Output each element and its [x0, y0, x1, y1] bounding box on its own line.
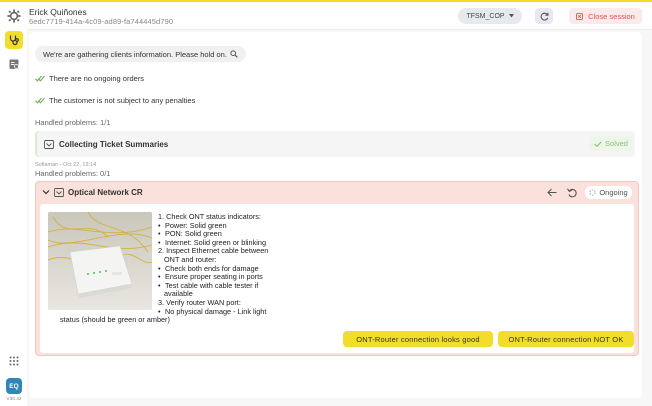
left-rail	[0, 2, 27, 406]
solved-badge	[589, 136, 633, 151]
close-session-label: Close session	[588, 11, 635, 21]
bullet-icon: •	[158, 280, 161, 290]
bullet-icon: •	[158, 306, 161, 316]
step-text: ONT and router:	[164, 254, 217, 264]
connection-good-button[interactable]: ONT-Router connection looks good	[343, 331, 493, 347]
connection-not-ok-button[interactable]: ONT-Router connection NOT OK	[498, 331, 634, 347]
handled-by-meta: Sofiaman - Oct 22, 13:14	[35, 162, 97, 168]
gear-logo-icon[interactable]	[7, 9, 21, 23]
ont-router-photo	[48, 212, 152, 310]
step-text: No physical damage - Link light	[165, 306, 267, 316]
optical-network-card	[35, 181, 639, 356]
router-photo-icon	[48, 212, 152, 310]
handled-problems-1: Handled problems: 1/1	[35, 118, 111, 127]
diagnosis-panel	[29, 32, 642, 398]
step-text: Test cable with cable tester if	[165, 280, 259, 290]
rail-diagnosis-button[interactable]	[5, 31, 23, 49]
check-icon	[594, 141, 602, 147]
ongoing-label: Ongoing	[599, 188, 628, 197]
inbox-icon	[44, 140, 54, 149]
step-text: 2. Inspect Ethernet cable between	[158, 246, 269, 256]
check-no-orders-text: There are no ongoing orders	[49, 74, 145, 83]
double-check-icon	[35, 97, 45, 104]
arrow-left-icon[interactable]	[546, 187, 558, 198]
avatar[interactable]: EQ	[6, 378, 22, 394]
caret-down-icon	[509, 14, 514, 18]
close-session-button[interactable]	[569, 8, 642, 24]
spinner-icon	[589, 189, 596, 196]
clipboard-icon	[8, 58, 20, 70]
collect-ticket-card[interactable]	[35, 131, 635, 157]
ongoing-badge	[585, 186, 632, 199]
step-text: Internet: Solid green or blinking	[165, 237, 267, 247]
bullet-icon: •	[158, 272, 161, 282]
refresh-icon	[540, 12, 549, 21]
step-line	[158, 308, 298, 317]
chevron-down-icon[interactable]	[42, 188, 50, 196]
main-area	[27, 30, 652, 406]
bullet-icon: •	[158, 237, 161, 247]
step-text: Power: Solid green	[165, 220, 227, 230]
inbox-icon	[54, 188, 64, 197]
step-text: PON: Solid green	[165, 229, 222, 239]
optical-card-title: Optical Network CR	[68, 188, 143, 197]
double-check-icon	[35, 75, 45, 82]
stethoscope-icon	[8, 34, 20, 46]
rail-records-button[interactable]	[5, 55, 23, 73]
close-box-icon	[576, 13, 583, 20]
queue-label: TFSM_COP	[466, 12, 505, 20]
session-id: 6edc7719-414a-4c09-ad89-fa744445d790	[29, 17, 174, 26]
check-no-penalties-text: The customer is not subject to any penalties	[49, 96, 196, 105]
bullet-icon: •	[158, 229, 161, 239]
solved-label: Solved	[605, 139, 628, 148]
queue-dropdown[interactable]	[458, 8, 522, 24]
optical-card-header[interactable]	[36, 182, 638, 203]
steps-tail: status (should be green or amber)	[60, 315, 170, 324]
troubleshooting-steps	[158, 213, 298, 316]
handled-problems-2: Handled problems: 0/1	[35, 169, 111, 178]
customer-name: Erick Quiñones	[29, 7, 87, 17]
app-version: V30.42	[6, 397, 22, 402]
bullet-icon: •	[158, 220, 161, 230]
check-no-penalties	[35, 96, 195, 105]
step-text: Ensure proper seating in ports	[165, 272, 263, 282]
gathering-message	[35, 46, 246, 62]
check-no-orders	[35, 74, 144, 83]
magnifier-icon	[230, 50, 238, 58]
bullet-icon: •	[158, 263, 161, 273]
gathering-message-text: We're are gathering clients information. Please hold on.	[43, 49, 227, 59]
step-text: 3. Verify router WAN port:	[158, 297, 241, 307]
refresh-button[interactable]	[535, 8, 553, 24]
undo-icon[interactable]	[566, 187, 578, 198]
session-header	[27, 2, 652, 30]
collect-card-title: Collecting Ticket Summaries	[59, 140, 169, 149]
optical-card-body	[40, 204, 634, 353]
step-text: Check both ends for damage	[165, 263, 259, 273]
step-text: available	[164, 289, 193, 299]
apps-grid-icon[interactable]	[9, 356, 19, 366]
step-text: 1. Check ONT status indicators:	[158, 212, 261, 221]
